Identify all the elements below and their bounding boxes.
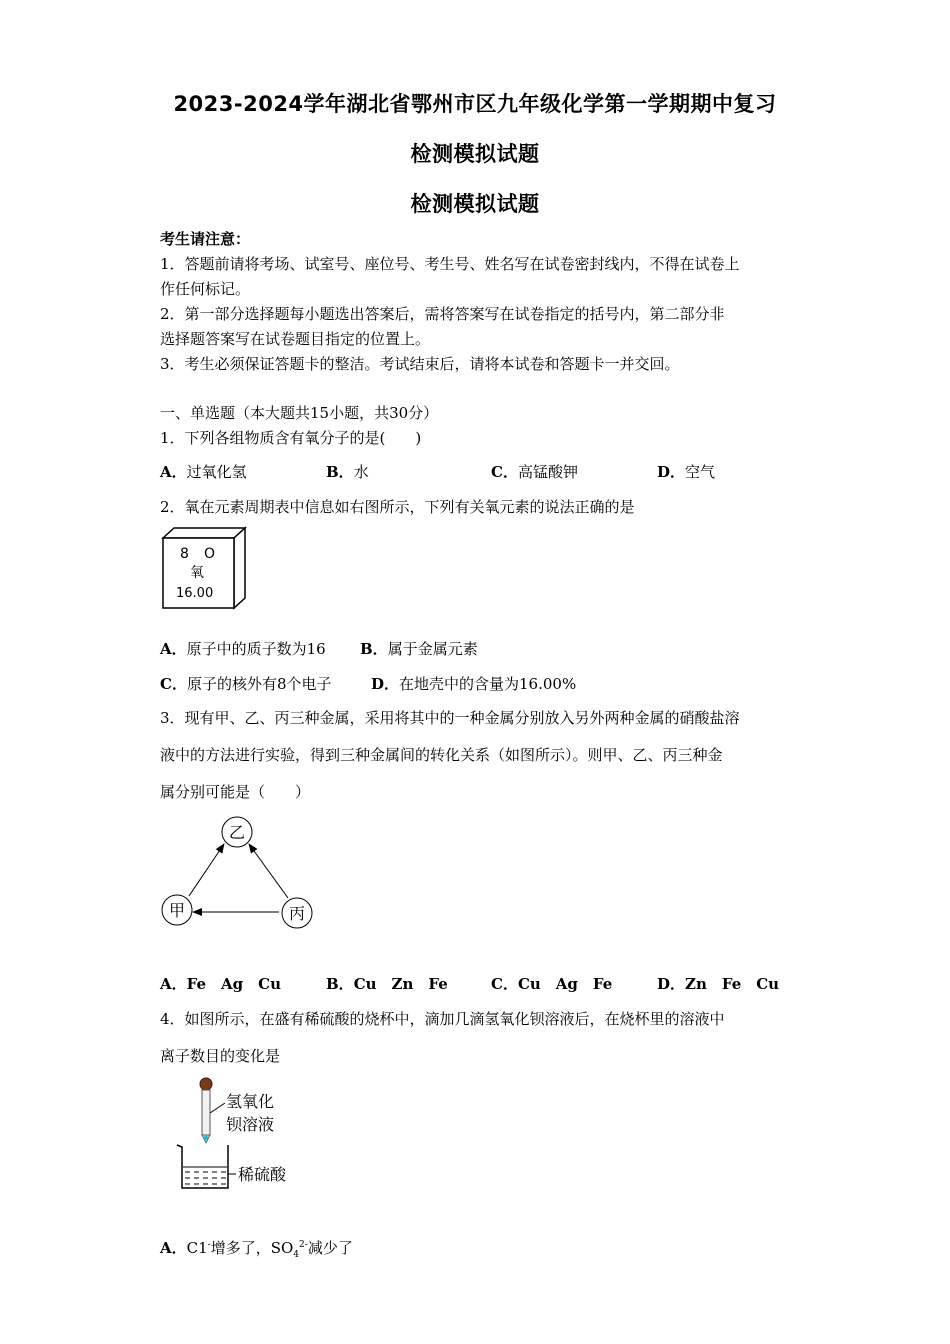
element-mass: 16.00 — [176, 586, 214, 601]
reagent-label-line1: 氢氧化 — [226, 1092, 275, 1111]
beaker-dropper-diagram — [170, 1075, 310, 1200]
notice-item: 1．答题前请将考场、试室号、座位号、考生号、姓名写在试卷密封线内，不得在试卷上 — [160, 255, 740, 273]
notice-item: 3．考生必须保证答题卡的整洁。考试结束后，请将本试卷和答题卡一并交回。 — [160, 355, 680, 373]
question-4-stem-line: 4．如图所示，在盛有稀硫酸的烧杯中，滴加几滴氢氧化钡溶液后，在烧杯里的溶液中 — [160, 1010, 725, 1028]
reagent-leader-line — [210, 1103, 225, 1113]
exam-subtitle-repeat: 检测模拟试题 — [410, 192, 540, 216]
metal-jia-label: 甲 — [168, 901, 186, 920]
question-1-stem: 1．下列各组物质含有氧分子的是( ) — [160, 429, 422, 447]
q3-option-b: B．Cu Zn Fe — [326, 975, 448, 993]
question-2-stem: 2．氧在元素周期表中信息如右图所示，下列有关氧元素的说法正确的是 — [160, 498, 635, 516]
oxygen-element-card — [160, 526, 250, 612]
question-3-stem-line: 属分别可能是（ ） — [160, 783, 311, 801]
q2-option-a: A．原子中的质子数为16 — [160, 640, 326, 658]
exam-subtitle: 检测模拟试题 — [410, 142, 540, 166]
q3-option-a: A．Fe Ag Cu — [160, 975, 281, 993]
reagent-label-line2: 钡溶液 — [226, 1115, 275, 1134]
q2-option-d: D．在地壳中的含量为16.00% — [371, 675, 577, 693]
notice-item: 选择题答案写在试卷题目指定的位置上。 — [160, 330, 431, 348]
question-3-stem-line: 3．现有甲、乙、丙三种金属，采用将其中的一种金属分别放入另外两种金属的硝酸盐溶 — [160, 709, 740, 727]
question-4-stem-line: 离子数目的变化是 — [160, 1047, 281, 1065]
q2-option-c: C．原子的核外有8个电子 — [160, 675, 332, 693]
liquid-hatch — [185, 1172, 226, 1184]
element-symbol: O — [204, 546, 216, 562]
metal-conversion-diagram — [155, 812, 325, 934]
reagent-drop — [204, 1136, 208, 1140]
q1-option-b: B．水 — [326, 463, 369, 481]
beaker-label: 稀硫酸 — [238, 1165, 287, 1184]
q4-option-a: A．C1-增多了，$SO_4^{2-}$减少了 — [160, 1239, 353, 1260]
dropper-tube — [202, 1090, 210, 1135]
dropper-bulb — [200, 1078, 212, 1090]
q1-option-d: D．空气 — [657, 463, 716, 481]
arrow-jia-to-yi — [189, 844, 224, 896]
notice-heading: 考生请注意： — [160, 230, 251, 248]
arrow-bing-to-yi — [249, 844, 288, 898]
q1-option-c: C．高锰酸钾 — [491, 463, 578, 481]
element-name: 氧 — [190, 565, 204, 581]
metal-yi-label: 乙 — [228, 823, 246, 842]
q3-option-d: D．Zn Fe Cu — [657, 975, 780, 993]
exam-title: 2023-2024学年湖北省鄂州市区九年级化学第一学期期中复习 — [173, 92, 777, 116]
section-heading: 一、单选题（本大题共15小题，共30分） — [160, 404, 439, 422]
q3-option-c: C．Cu Ag Fe — [491, 975, 613, 993]
q2-option-b: B．属于金属元素 — [360, 640, 478, 658]
element-number: 8 — [180, 546, 189, 562]
question-3-stem-line: 液中的方法进行实验，得到三种金属间的转化关系（如图所示）。则甲、乙、丙三种金 — [160, 746, 723, 764]
notice-item: 2．第一部分选择题每小题选出答案后，需将答案写在试卷指定的括号内，第二部分非 — [160, 305, 725, 323]
metal-bing-label: 丙 — [288, 904, 306, 923]
notice-item: 作任何标记。 — [160, 280, 251, 298]
q1-option-a: A．过氧化氢 — [160, 463, 247, 481]
